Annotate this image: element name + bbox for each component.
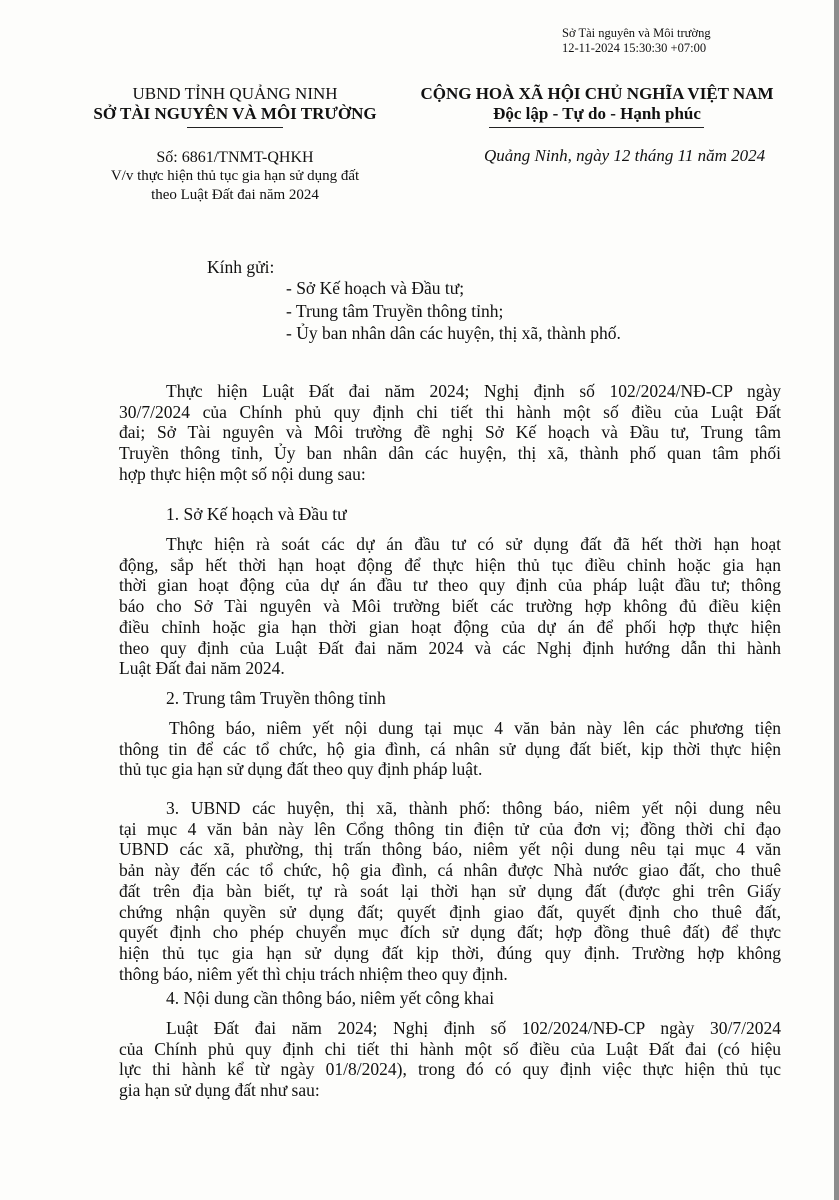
doc-subject-line2: theo Luật Đất đai năm 2024	[151, 187, 319, 203]
page-edge-shadow	[834, 0, 839, 1200]
recipient-item: - Sở Kế hoạch và Đầu tư;	[286, 278, 465, 298]
intro-paragraph: Thực hiện Luật Đất đai năm 2024; Nghị định số 102/2024/NĐ-CP ngày 30/7/2024 của Chính phủ quy định chi tiết thi hành một số điều của Luật Đất đai; Sở Tài nguyên và Môi trường đề nghị Sở Kế hoạch và Đầu tư, Trung tâm Truyền thông tỉnh, Ủy ban nhân dân các huyện, thị xã, thành phố quan tâm phối hợp thực hiện một số nội dung sau:	[119, 381, 781, 484]
issuer-block	[70, 84, 400, 124]
recipient-item: - Ủy ban nhân dân các huyện, thị xã, thành phố.	[286, 323, 621, 343]
place-date: Quảng Ninh, ngày 12 tháng 11 năm 2024	[484, 146, 766, 165]
section2-paragraph: Thông báo, niêm yết nội dung tại mục 4 văn bản này lên các phương tiện thông tin để các tổ chức, hộ gia đình, cá nhân sử dụng đất biết, kịp thời thực hiện thủ tục gia hạn sử dụng đất theo quy định pháp luật.	[119, 718, 781, 780]
doc-ref-block	[70, 148, 400, 205]
national-motto-block	[392, 84, 802, 124]
signature-stamp	[562, 26, 711, 56]
doc-subject-line1: V/v thực hiện thủ tục gia hạn sử dụng đất	[110, 168, 360, 184]
doc-number: Số: 6861/TNMT-QHKH	[156, 149, 314, 166]
stamp-datetime: 12-11-2024 15:30:30 +07:00	[562, 41, 707, 55]
issuer-parent: UBND TỈNH QUẢNG NINH	[132, 84, 338, 103]
recipients-label: Kính gửi:	[207, 257, 275, 277]
section4-paragraph: Luật Đất đai năm 2024; Nghị định số 102/2024/NĐ-CP ngày 30/7/2024 của Chính phủ quy định chi tiết thi hành một số điều của Luật Đất đai (có hiệu lực thi hành kể từ ngày 01/8/2024), trong đó có quy định việc thực hiện thủ tục gia hạn sử dụng đất như sau:	[119, 1018, 781, 1101]
issuer-name: SỞ TÀI NGUYÊN VÀ MÔI TRƯỜNG	[93, 104, 377, 123]
section4-heading: 4. Nội dung cần thông báo, niêm yết công khai	[166, 988, 495, 1008]
section1-heading: 1. Sở Kế hoạch và Đầu tư	[166, 504, 347, 524]
issuer-underline	[187, 127, 283, 128]
stamp-org: Sở Tài nguyên và Môi trường	[562, 26, 711, 40]
country-name: CỘNG HOÀ XÃ HỘI CHỦ NGHĨA VIỆT NAM	[420, 84, 774, 103]
section2-heading: 2. Trung tâm Truyền thông tỉnh	[166, 688, 386, 708]
section3-paragraph: 3. UBND các huyện, thị xã, thành phố: thông báo, niêm yết nội dung nêu tại mục 4 văn bản này lên Cổng thông tin điện tử của đơn vị; đồng thời chỉ đạo UBND các xã, phường, thị trấn thông báo, niêm yết nội dung nêu tại mục 4 văn bản này đến các tổ chức, hộ gia đình, cá nhân được Nhà nước giao đất, cho thuê đất trên địa bàn biết, tự rà soát lại thời hạn sử dụng đất (được ghi trên Giấy chứng nhận quyền sử dụng đất; quyết định giao đất, quyết định cho thuê đất, quyết định cho phép chuyển mục đích sử dụng đất; hợp đồng thuê đất) để thực hiện thủ tục gia hạn sử dụng đất kịp thời, đúng quy định. Trường hợp không thông báo, niêm yết thì chịu trách nhiệm theo quy định.	[119, 798, 781, 984]
recipients-list	[286, 277, 621, 345]
motto-underline	[489, 127, 704, 128]
section1-paragraph: Thực hiện rà soát các dự án đầu tư có sử dụng đất đã hết thời hạn hoạt động, sắp hết thời hạn hoạt động để thực hiện thủ tục điều chỉnh hoặc gia hạn thời gian hoạt động của dự án đầu tư theo quy định của pháp luật đầu tư; thông báo cho Sở Tài nguyên và Môi trường biết các trường hợp không đủ điều kiện điều chỉnh hoặc gia hạn thời gian hoạt động của dự án để phối hợp thực hiện theo quy định của Luật Đất đai năm 2024 và các Nghị định hướng dẫn thi hành Luật Đất đai năm 2024.	[119, 534, 781, 679]
recipient-item: - Trung tâm Truyền thông tỉnh;	[286, 300, 504, 321]
motto: Độc lập - Tự do - Hạnh phúc	[493, 104, 701, 123]
